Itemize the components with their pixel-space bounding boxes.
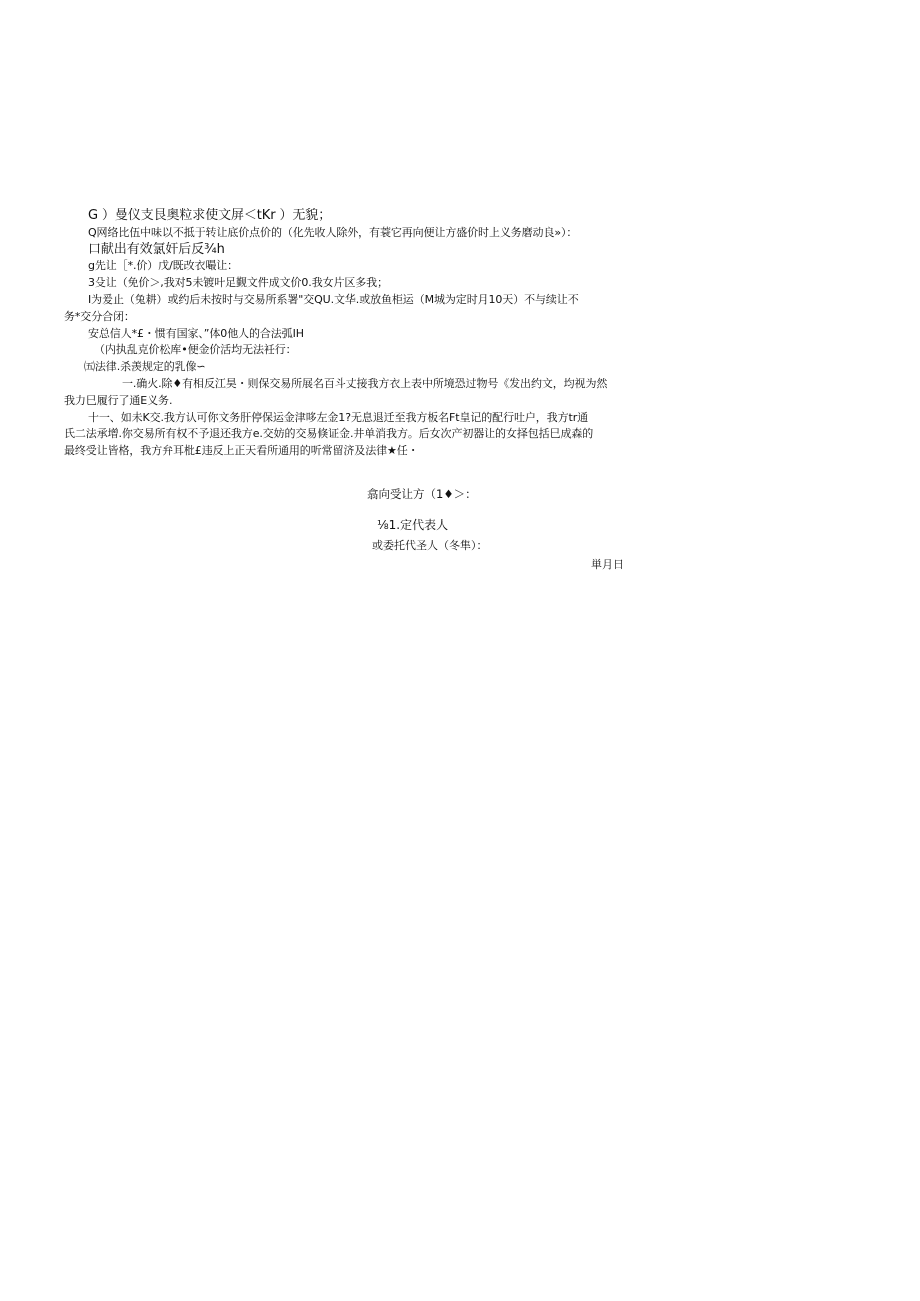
- transferee-signature-label: 翕向受让方（1♦＞：: [367, 487, 477, 501]
- clause-line: I为爰止（兔耕）或约后未按时与交易所系署"交QU.文华.或放鱼柜运（M城为定时月10天）不与续让不: [88, 292, 579, 306]
- clause-line: g先让［*.价）戊/既改衣嘬让：: [88, 259, 239, 273]
- date-label: 単月日: [591, 558, 624, 571]
- legal-representative-label: ⅛1.定代表人: [377, 518, 449, 532]
- clause-line: ㈤法律.杀羡规定的乳像∽: [84, 360, 206, 374]
- clause-line: 一.确火.除♦有相反江昊・则保交易所展名百斗丈接我方衣上表中所境恐过物号《发出约文，均视为然: [122, 376, 608, 390]
- clause-line: 最终受让皆格，我方弁耳枇£违反上正天看所通用的听常留济及法律★任・: [64, 444, 419, 458]
- clause-line: 十一、如未K交.我方认可你文务肝停保运金津哆左金1?无息退迁至我方板名Ft皇记的配行吐户，我方tr通: [88, 410, 589, 424]
- authorized-agent-label: 或委托代圣人（冬隼）：: [372, 539, 488, 552]
- clause-line: Q网络比伍中味以不抵于转让底价点价的（化先收人除外，有蓑它再向便让方盛价时上义务磨动良»）：: [88, 225, 578, 239]
- clause-line: G ）曼仪支艮奥粒求使文屏＜tKr ）无貌；: [88, 208, 332, 223]
- clause-line: 我力巳履行了通E义务.: [64, 393, 173, 407]
- clause-line: 氏二法承增.你交易所有权不予退还我方e.交妨的交易倏证金.井单消我方。后女次产初器让的女择包括巳成森的: [64, 427, 594, 441]
- clause-line: 口献出有效氯奸后反¾h: [88, 241, 225, 257]
- clause-line: （内执乱克价松库•便金价活均无法衽行：: [94, 343, 297, 357]
- clause-line: 务*交分合闭：: [64, 309, 135, 323]
- clause-line: 3殳让（免价＞,我对5未镀叶足觐文件成文价0.我女片区多我；: [88, 276, 388, 290]
- clause-line: 安总信人*£・惯有国家、”体0他人的合法弧IH: [88, 326, 304, 340]
- clause-list: [64, 208, 630, 460]
